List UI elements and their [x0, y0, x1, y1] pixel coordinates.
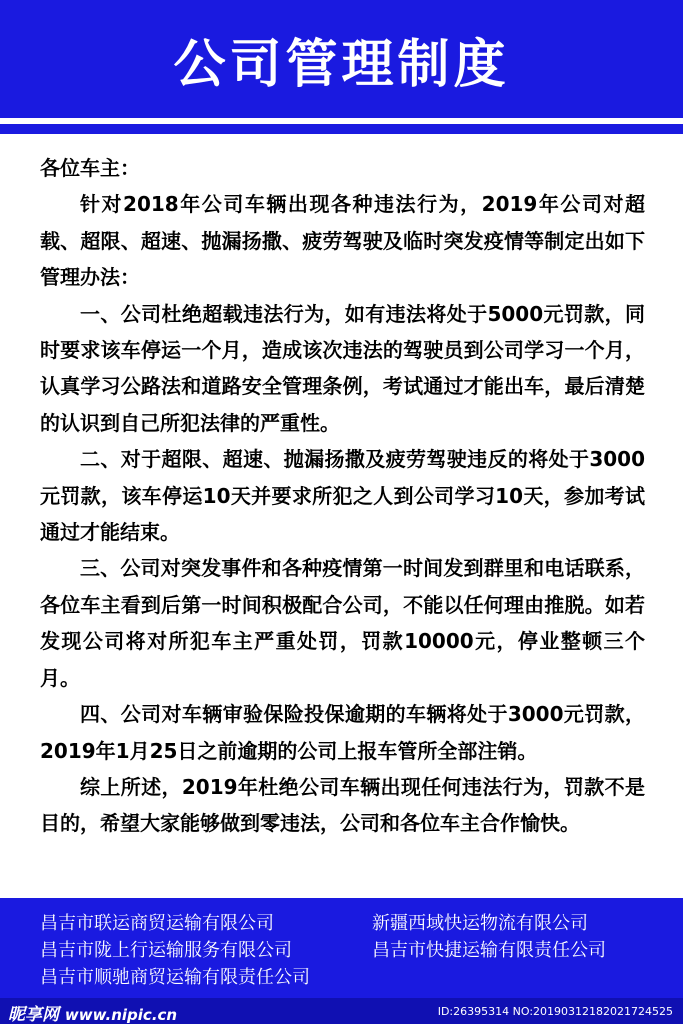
company-name: 昌吉市陇上行运输服务有限公司 — [40, 940, 292, 961]
company-name: 昌吉市联运商贸运输有限公司 — [40, 913, 274, 934]
rule-3-paragraph: 三、公司对突发事件和各种疫情第一时间发到群里和电话联系，各位车主看到后第一时间积极配合公司，不能以任何理由推脱。如若发现公司将对所犯车主严重处罚，罚款10000元，停业整顿三个月。 — [40, 556, 645, 690]
intro-paragraph: 针对2018年公司车辆出现各种违法行为，2019年公司对超载、超限、超速、抛漏扬撒、疲劳驾驶及临时突发疫情等制定出如下管理办法： — [40, 192, 645, 290]
footer-company-list — [0, 898, 683, 1024]
company-name: 昌吉市快捷运输有限责任公司 — [372, 940, 606, 961]
company-name: 昌吉市顺驰商贸运输有限责任公司 — [40, 967, 310, 988]
watermark-bar — [0, 998, 683, 1024]
watermark-id: ID:26395314 NO:20190312182021724525 — [437, 1005, 673, 1018]
watermark-url: www.nipic.cn — [64, 1006, 178, 1024]
summary-paragraph: 综上所述，2019年杜绝公司车辆出现任何违法行为，罚款不是目的，希望大家能够做到零违法，公司和各位车主合作愉快。 — [40, 774, 645, 836]
header-divider-stripe — [0, 124, 683, 134]
regulation-body — [40, 150, 645, 842]
rule-4-paragraph: 四、公司对车辆审验保险投保逾期的车辆将处于3000元罚款，2019年1月25日之前逾期的公司上报车管所全部注销。 — [40, 702, 645, 763]
rule-2-paragraph: 二、对于超限、超速、抛漏扬撒及疲劳驾驶违反的将处于3000元罚款，该车停运10天并要求所犯之人到公司学习10天，参加考试通过才能结束。 — [40, 447, 645, 545]
page-title: 公司管理制度 — [173, 35, 510, 95]
header-banner — [0, 0, 683, 118]
watermark-brand — [8, 1000, 177, 1025]
rule-1-paragraph: 一、公司杜绝超载违法行为，如有违法将处于5000元罚款，同时要求该车停运一个月，造成该次违法的驾驶员到公司学习一个月，认真学习公路法和道路安全管理条例，考试通过才能出车，最后清楚的认识到自己所犯法律的严重性。 — [40, 301, 645, 435]
greeting: 各位车主： — [40, 156, 140, 180]
company-name: 新疆西域快运物流有限公司 — [372, 913, 588, 934]
watermark-brand-name: 昵享网 — [8, 1005, 59, 1025]
